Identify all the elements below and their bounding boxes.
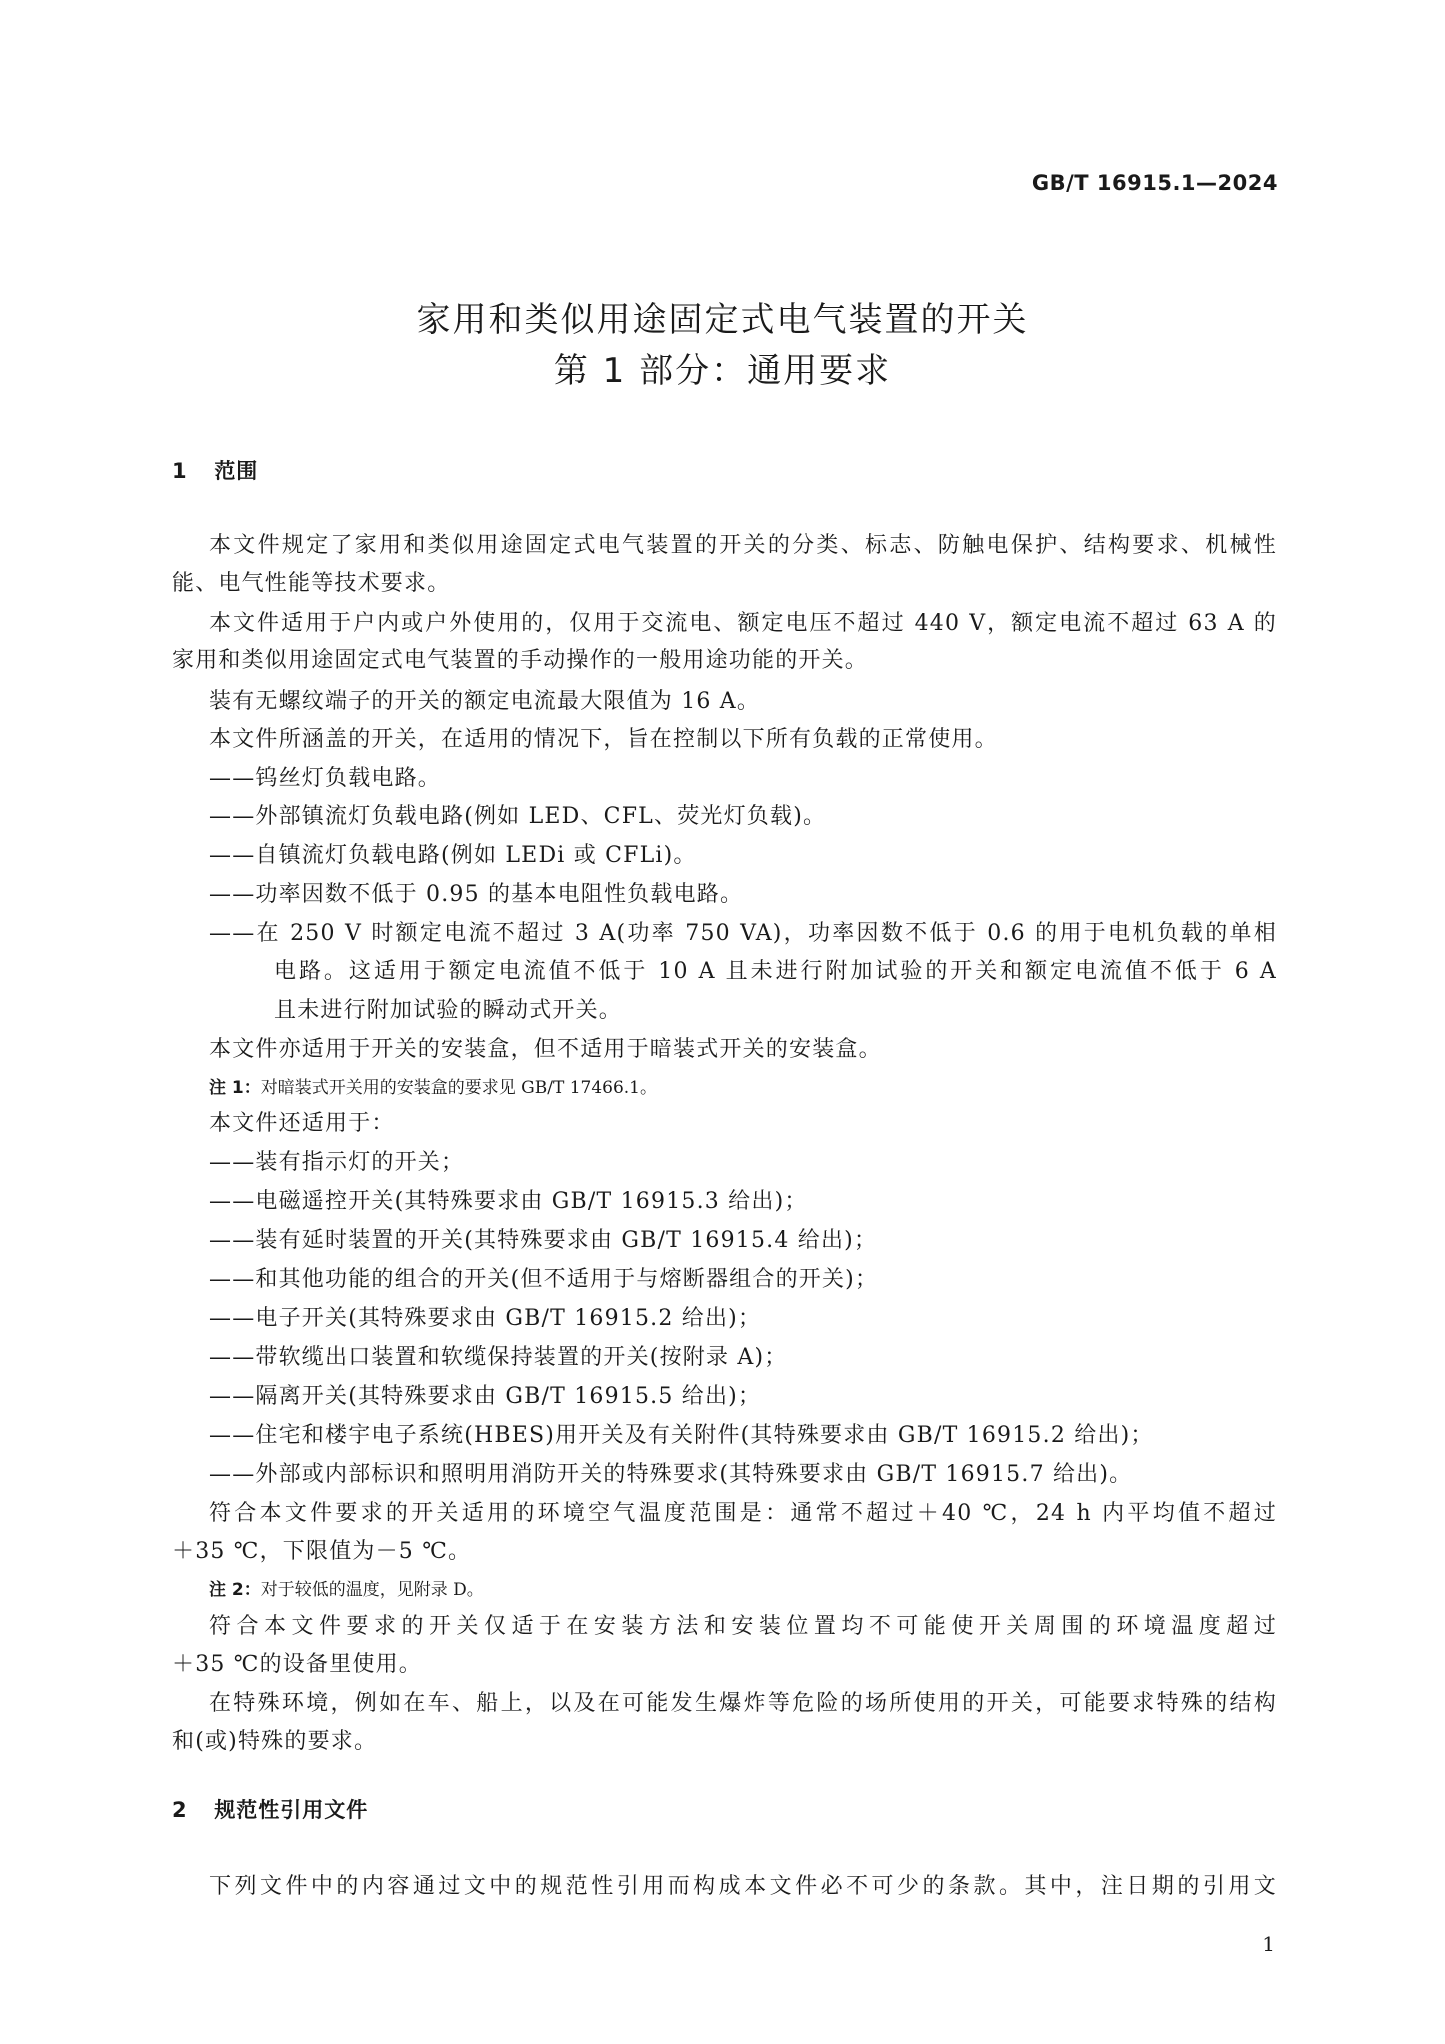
list-item: ——和其他功能的组合的开关(但不适用于与熔断器组合的开关)；	[209, 1267, 879, 1292]
paragraph-line: 本文件所涵盖的开关，在适用的情况下，旨在控制以下所有负载的正常使用。	[209, 727, 998, 752]
section-title: 规范性引用文件	[214, 1798, 369, 1822]
section-title: 范围	[214, 459, 259, 483]
paragraph-line: 本文件还适用于：	[209, 1111, 395, 1136]
list-item-continuation: 且未进行附加试验的瞬动式开关。	[274, 998, 623, 1023]
list-item: ——住宅和楼宇电子系统(HBES)用开关及有关附件(其特殊要求由 GB/T 16915.2 给出)；	[209, 1423, 1154, 1448]
list-item: ——外部镇流灯负载电路(例如 LED、CFL、荧光灯负载)。	[209, 804, 827, 829]
paragraph-line: 符合本文件要求的开关仅适于在安装方法和安装位置均不可能使开关周围的环境温度超过	[209, 1614, 1277, 1639]
paragraph-line: 下列文件中的内容通过文中的规范性引用而构成本文件必不可少的条款。其中，注日期的引用文	[209, 1874, 1277, 1899]
standard-code: GB/T 16915.1—2024	[1031, 171, 1278, 195]
section-1-heading	[172, 455, 258, 485]
paragraph-line: 本文件适用于户内或户外使用的，仅用于交流电、额定电压不超过 440 V，额定电流不超过 63 A 的	[209, 611, 1277, 636]
paragraph-line: 符合本文件要求的开关适用的环境空气温度范围是：通常不超过＋40 ℃，24 h 内平均值不超过	[209, 1501, 1277, 1526]
note-text: 对暗装式开关用的安装盒的要求见 GB/T 17466.1。	[260, 1078, 657, 1098]
document-title-line2: 第 1 部分：通用要求	[553, 351, 892, 391]
list-item: ——外部或内部标识和照明用消防开关的特殊要求(其特殊要求由 GB/T 16915.7 给出)。	[209, 1462, 1133, 1487]
list-item: ——在 250 V 时额定电流不超过 3 A(功率 750 VA)，功率因数不低于 0.6 的用于电机负载的单相	[209, 921, 1277, 946]
paragraph-line: 能、电气性能等技术要求。	[172, 571, 451, 596]
page-number: 1	[1262, 1932, 1275, 1956]
list-item: ——电子开关(其特殊要求由 GB/T 16915.2 给出)；	[209, 1306, 762, 1331]
paragraph-line: ＋35 ℃的设备里使用。	[172, 1652, 422, 1677]
list-item-continuation: 电路。这适用于额定电流值不低于 10 A 且未进行附加试验的开关和额定电流值不低于 6 A	[274, 959, 1277, 984]
section-number: 1	[172, 459, 188, 483]
paragraph-line: 和(或)特殊的要求。	[172, 1729, 378, 1754]
paragraph-line: 本文件规定了家用和类似用途固定式电气装置的开关的分类、标志、防触电保护、结构要求、机械性	[209, 533, 1277, 558]
paragraph-line: 装有无螺纹端子的开关的额定电流最大限值为 16 A。	[209, 689, 761, 714]
note-2	[209, 1575, 484, 1600]
list-item: ——电磁遥控开关(其特殊要求由 GB/T 16915.3 给出)；	[209, 1189, 808, 1214]
note-text: 对于较低的温度，见附录 D。	[260, 1580, 484, 1600]
list-item: ——带软缆出口装置和软缆保持装置的开关(按附录 A)；	[209, 1345, 788, 1370]
list-item: ——装有延时装置的开关(其特殊要求由 GB/T 16915.4 给出)；	[209, 1228, 878, 1253]
note-label: 注 1：	[209, 1078, 261, 1098]
note-1	[209, 1073, 657, 1098]
paragraph-line: ＋35 ℃，下限值为－5 ℃。	[172, 1539, 472, 1564]
note-label: 注 2：	[209, 1580, 261, 1600]
paragraph-line: 在特殊环境，例如在车、船上，以及在可能发生爆炸等危险的场所使用的开关，可能要求特殊的结构	[209, 1691, 1277, 1716]
list-item: ——钨丝灯负载电路。	[209, 766, 442, 791]
list-item: ——装有指示灯的开关；	[209, 1150, 465, 1175]
document-title-line1: 家用和类似用途固定式电气装置的开关	[416, 300, 1029, 340]
paragraph-line: 家用和类似用途固定式电气装置的手动操作的一般用途功能的开关。	[172, 648, 869, 673]
list-item: ——功率因数不低于 0.95 的基本电阻性负载电路。	[209, 882, 744, 907]
paragraph-line: 本文件亦适用于开关的安装盒，但不适用于暗装式开关的安装盒。	[209, 1037, 882, 1062]
section-2-heading	[172, 1794, 368, 1824]
list-item: ——自镇流灯负载电路(例如 LEDi 或 CFLi)。	[209, 843, 697, 868]
section-number: 2	[172, 1798, 188, 1822]
list-item: ——隔离开关(其特殊要求由 GB/T 16915.5 给出)；	[209, 1384, 762, 1409]
